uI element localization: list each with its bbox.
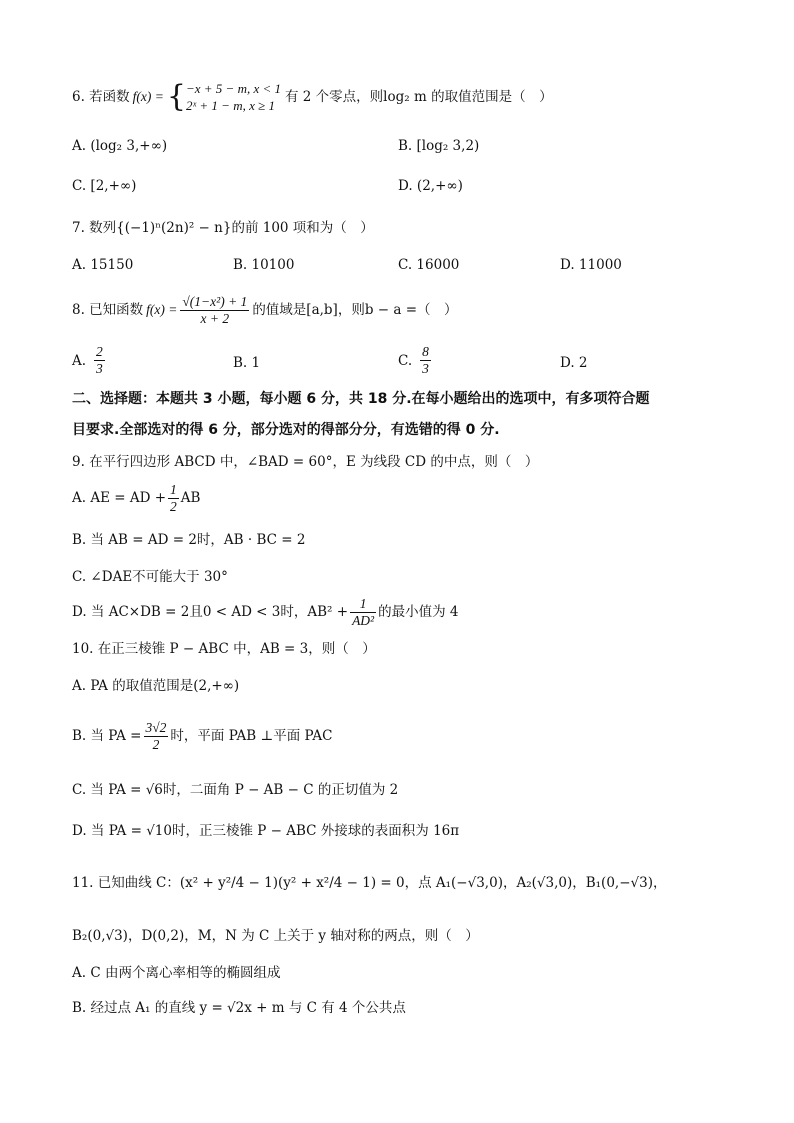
q6-func: f(x) = — [132, 89, 164, 104]
q11-line1: 11. 已知曲线 C：(x² + y²/4 − 1)(y² + x²/4 − 1) = 0，点 A₁(−√3,0)，A₂(√3,0)，B₁(0,−√3)， — [72, 875, 667, 891]
q8-suffix: 的值域是[a,b]，则b − a =（ ） — [252, 302, 458, 318]
q7-option-c: C. 16000 — [398, 257, 460, 273]
section2-line1: 二、选择题：本题共 3 小题，每小题 6 分，共 18 分.在每小题给出的选项中，有多项符合题 — [72, 391, 650, 407]
q6-stem — [72, 80, 553, 114]
q10-option-b — [72, 716, 332, 756]
q8-option-a-label: A. — [72, 352, 87, 369]
q10-stem: 10. 在正三棱锥 P − ABC 中，AB = 3，则（ ） — [72, 641, 376, 657]
q9-option-d-pre: D. 当 AC×DB = 2且0 < AD < 3时，AB² + — [72, 604, 349, 620]
q11-option-a: A. C 由两个离心率相等的椭圆组成 — [72, 965, 281, 981]
q9-option-c: C. ∠DAE不可能大于 30° — [72, 569, 228, 585]
q10-option-b-post: 时，平面 PAB ⊥平面 PAC — [170, 728, 333, 744]
q9-option-a-pre: A. AE = AD + — [72, 490, 167, 506]
q8-fraction — [180, 294, 249, 327]
q8-option-a — [72, 344, 105, 377]
q6-case1: −x + 5 − m, x < 1 — [185, 81, 282, 96]
q6-option-a: A. (log₂ 3,+∞) — [72, 138, 168, 154]
q8-option-c-num: 8 — [422, 344, 429, 359]
q9-option-a-num: 1 — [170, 481, 177, 497]
q6-option-b: B. [log₂ 3,2) — [398, 138, 480, 154]
q8-numerator: √(1−x²) + 1 — [182, 293, 248, 309]
q9-option-d-post: 的最小值为 4 — [378, 604, 459, 620]
q8-option-c-fraction — [420, 344, 431, 377]
q6-suffix: 有 2 个零点，则log₂ m 的取值范围是（ ） — [285, 89, 553, 105]
q7-option-b: B. 10100 — [233, 257, 295, 273]
q8-denominator: x + 2 — [200, 310, 230, 326]
q10-option-a: A. PA 的取值范围是(2,+∞) — [72, 678, 240, 694]
q11-line2: B₂(0,√3)，D(0,2)，M，N 为 C 上关于 y 轴对称的两点，则（ ） — [72, 928, 479, 944]
q9-option-d-fraction — [350, 596, 376, 629]
q9-option-d-den: AD² — [352, 612, 375, 628]
q8-prefix: 8. 已知函数 — [72, 302, 144, 318]
q8-option-a-fraction — [94, 344, 105, 377]
q6-brace: { — [166, 79, 186, 114]
q10-option-d: D. 当 PA = √10时，正三棱锥 P − ABC 外接球的表面积为 16π — [72, 823, 460, 839]
q10-option-b-den: 2 — [152, 736, 160, 752]
q9-option-a-fraction — [168, 482, 179, 515]
q8-option-a-den: 3 — [96, 361, 103, 376]
q9-option-d — [72, 592, 459, 632]
q9-option-d-num: 1 — [350, 596, 376, 613]
q10-option-b-pre: B. 当 PA = — [72, 728, 142, 744]
q6-cases — [186, 80, 281, 114]
q6-option-c: C. [2,+∞) — [72, 178, 137, 194]
q8-stem — [72, 290, 458, 330]
q9-option-a-den: 2 — [170, 498, 177, 514]
q9-option-a-post: AB — [180, 490, 201, 506]
q9-option-b: B. 当 AB = AD = 2时，AB · BC = 2 — [72, 532, 306, 548]
q9-stem: 9. 在平行四边形 ABCD 中，∠BAD = 60°，E 为线段 CD 的中点，则（ ） — [72, 454, 539, 470]
q7-option-d: D. 11000 — [560, 257, 622, 273]
q7-stem: 7. 数列{(−1)ⁿ(2n)² − n}的前 100 项和为（ ） — [72, 220, 374, 236]
section2-line2: 目要求.全部选对的得 6 分，部分选对的得部分分，有选错的得 0 分. — [72, 422, 500, 438]
q8-option-c-label: C. — [398, 352, 413, 369]
q10-option-b-fraction — [144, 720, 169, 753]
q8-option-c-den: 3 — [422, 361, 429, 376]
q6-case2: 2ˣ + 1 − m, x ≥ 1 — [185, 98, 275, 113]
q8-option-b: B. 1 — [233, 355, 261, 371]
q6-option-d: D. (2,+∞) — [398, 178, 463, 194]
q9-option-a — [72, 480, 200, 516]
q7-option-a: A. 15150 — [72, 257, 134, 273]
q11-option-b: B. 经过点 A₁ 的直线 y = √2x + m 与 C 有 4 个公共点 — [72, 1000, 406, 1016]
q8-func: f(x) = — [146, 302, 178, 317]
q10-option-b-num: 3√2 — [145, 719, 167, 735]
q10-option-c: C. 当 PA = √6时，二面角 P − AB − C 的正切值为 2 — [72, 782, 399, 798]
q8-option-c — [398, 344, 431, 377]
q6-prefix: 6. 若函数 — [72, 89, 130, 105]
q8-option-d: D. 2 — [560, 355, 588, 371]
q8-option-a-num: 2 — [96, 344, 103, 359]
